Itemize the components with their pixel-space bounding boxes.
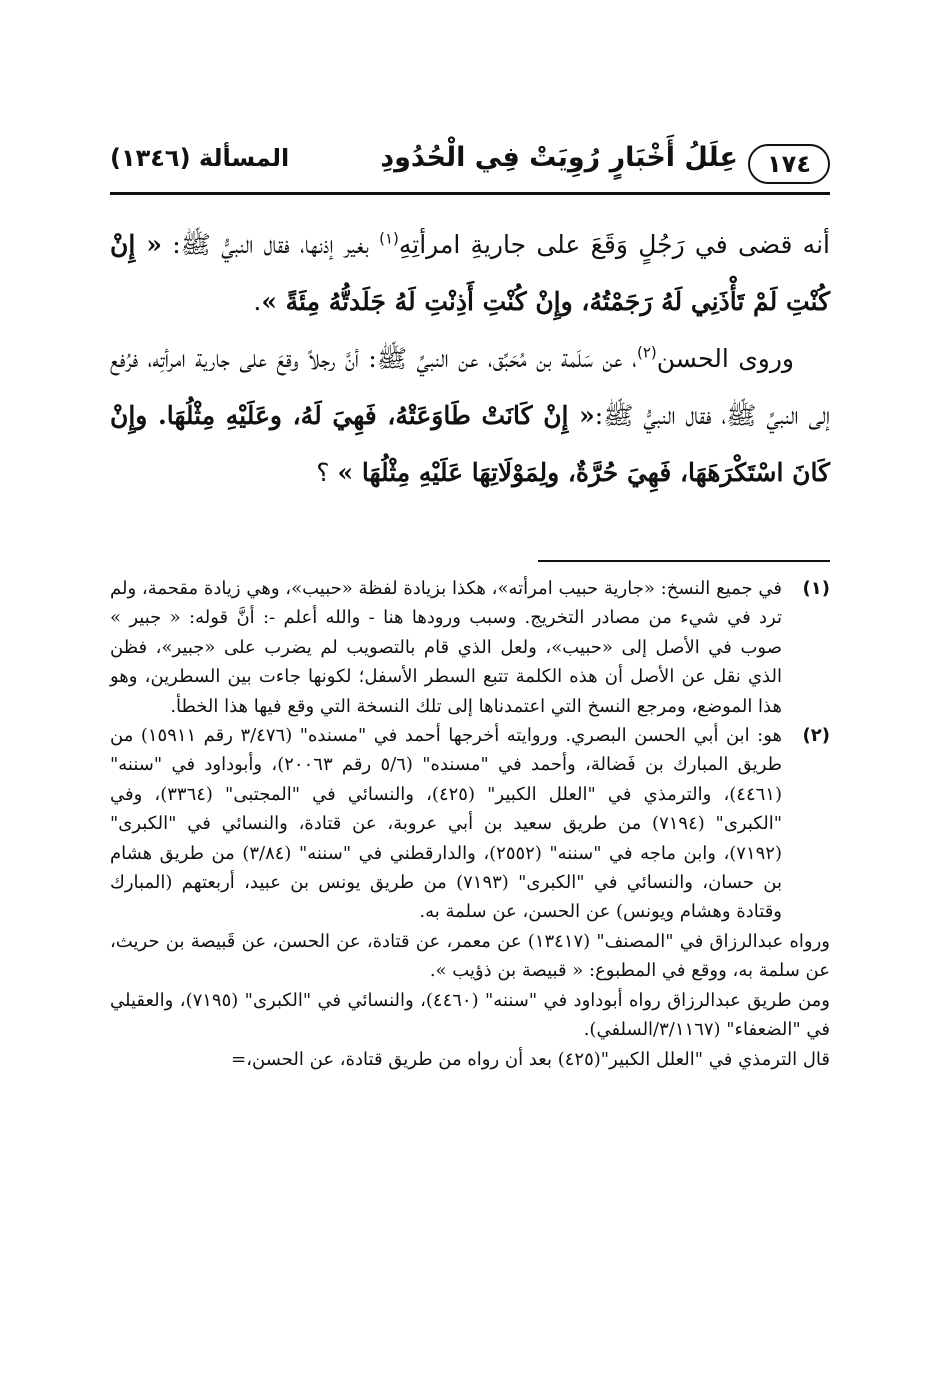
- footnote-ref-2[interactable]: (٢): [636, 343, 657, 362]
- header-divider: [110, 192, 830, 195]
- paragraph-1-text-cont: بغير إذنها، فقال النبيُّ ﷺ:: [161, 230, 380, 259]
- paragraph-2: [110, 330, 830, 501]
- paragraph-2-text: وروى الحسن: [656, 344, 794, 373]
- footnote-item: [110, 574, 830, 721]
- footnotes: [110, 574, 830, 1074]
- paragraph-2-text-cont: ، عن سَلَمة بن مُحَبِّق، عن النبيِّ ﷺ: أنَّ رجلاً وقعَ على جارية امرأتِه، فرُفع إلى النبيِّ ﷺ، فقال النبيُّ ﷺ:: [110, 344, 830, 430]
- hadith-quote-1: « إِنْ كُنْتِ لَمْ تَأْذَنِي لَهُ رَجَمْتُهُ، وإِنْ كُنْتِ أَذِنْتِ لَهُ جَلَدتُّهُ مِئَةً »: [110, 230, 830, 316]
- footnote-divider: [538, 560, 830, 562]
- paragraph-1-end: .: [253, 287, 262, 316]
- footnote-text: في جميع النسخ: «جارية حبيب امرأته»، هكذا بزيادة لفظة «حبيب»، وهي زيادة مقحمة، ولم ترد في شيء من مصادر التخريج. وسبب ورودها هنا - والله أعلم -: أنَّ قوله: « جبير » صوب في الأصل إلى «حبيب»، ولعل الذي قام بالتصويب لم يضرب على «جبير»، فظن الذي نقل عن الأصل أن هذه الكلمة تتبع السطر الأسفل؛ لكونها جاءت بين السطرين، وهو هذا الموضع، ومرجع النسخ التي اعتمدناها إلى تلك النسخة التي وقع فيها هذا الخطأ.: [110, 578, 782, 717]
- book-title: عِلَلُ أَخْبَارٍ رُوِيَتْ فِي الْحُدُودِ: [380, 142, 738, 173]
- footnote-number: (١): [802, 578, 830, 599]
- main-text: [110, 216, 830, 501]
- footnote-continuation: ورواه عبدالرزاق في "المصنف" (١٣٤١٧) عن معمر، عن قتادة، عن الحسن، عن قَبيصة بن حريث، عن سلمة به، ووقع في المطبوع: « قبيصة بن ذؤيب ».: [110, 930, 830, 982]
- footnote-ref-1[interactable]: (١): [379, 229, 399, 248]
- paragraph-1: [110, 216, 830, 330]
- footnote-continuation: قال الترمذي في "العلل الكبير"(٤٢٥) بعد أن رواه من طريق قتادة، عن الحسن،=: [231, 1048, 830, 1070]
- footnote-number: (٢): [802, 725, 830, 747]
- footnote-text: هو: ابن أبي الحسن البصري. وروايته أخرجها أحمد في "مسنده" (٣/٤٧٦ رقم ١٥٩١١) من طريق المبارك بن فَضالة، وأحمد في "مسنده" (٥/٦ رقم ٢٠٠٦٣)، وأبوداود في "سننه" (٤٤٦١)، والترمذي في "العلل الكبير" (٤٢٥)، والنسائي في "المجتبى" (٣٣٦٤)، وفي "الكبرى" (٧١٩٤) من طريق سعيد بن أبي عروبة، عن قتادة، والنسائي في "الكبرى" (٧١٩٢)، وابن ماجه في "سننه" (٢٥٥٢)، والدارقطني في "سننه" (٣/٨٤) من طريق هشام بن حسان، والنسائي في "الكبرى" (٧١٩٣) من طريق يونس بن عبيد، أربعتهم (المبارك وقتادة وهشام ويونس) عن الحسن، عن سلمة به.: [110, 725, 782, 923]
- paragraph-2-end: ؟: [316, 458, 338, 487]
- footnote-item: [110, 721, 830, 927]
- footnote-continuation: ومن طريق عبدالرزاق رواه أبوداود في "سننه" (٤٤٦٠)، والنسائي في "الكبرى" (٧١٩٥)، والعقيلي في "الضعفاء" (٣/١١٦٧/السلفي).: [110, 989, 831, 1041]
- page-header: [110, 140, 830, 190]
- page-number-badge: ١٧٤: [748, 144, 830, 184]
- issue-label: المسألة (١٣٤٦): [110, 144, 290, 172]
- paragraph-1-text: أنه قضى في رَجُلٍ وَقَعَ على جاريةِ امرأتِهِ: [398, 230, 830, 259]
- hadith-quote-2: « إِنْ كَانَتْ طَاوَعَتْهُ، فَهِيَ لَهُ، وعَلَيْهِ مِثْلُهَا. وإِنْ كَانَ اسْتَكْرَهَهَا، فَهِيَ حُرَّةٌ، ولِمَوْلَاتِهَا عَلَيْهِ مِثْلُهَا »: [110, 401, 830, 487]
